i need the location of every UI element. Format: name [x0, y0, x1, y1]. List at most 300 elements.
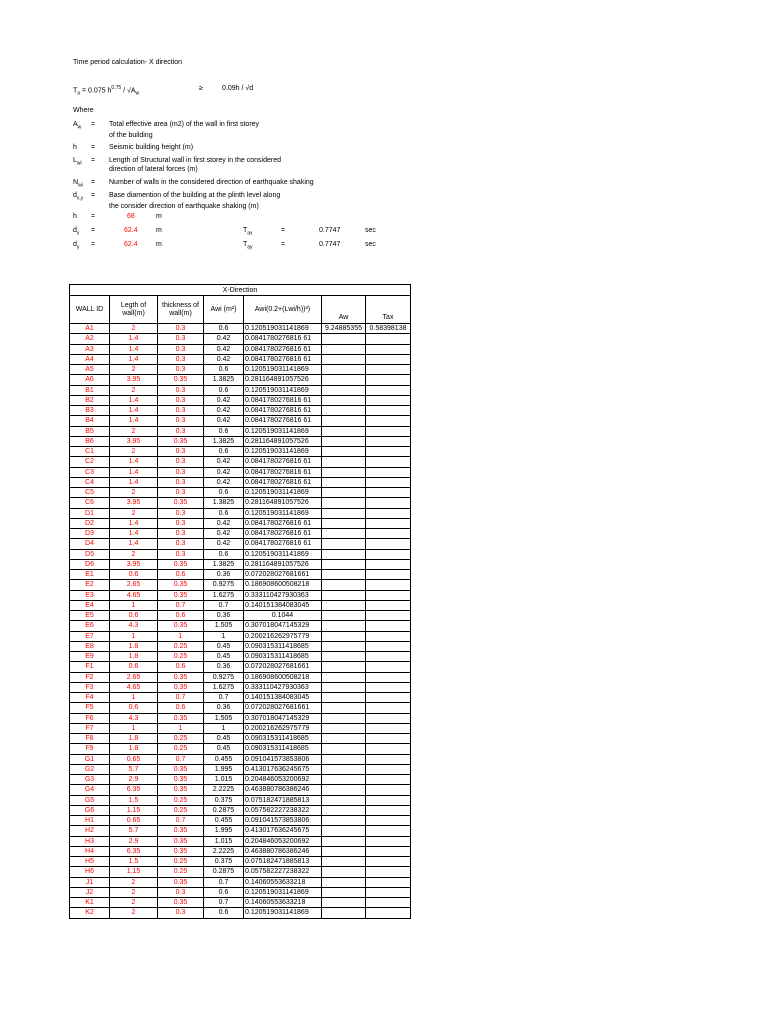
- cell-tax: [366, 908, 411, 918]
- cell-awi: 0.36: [204, 662, 244, 672]
- def-equals: =: [91, 179, 96, 186]
- def-symbol: $A_w$: [73, 121, 82, 131]
- cell-tax: [366, 652, 411, 662]
- cell-awi: 0.42: [204, 457, 244, 467]
- tax-symbol: $T_{ax}$: [243, 227, 253, 237]
- cell-awi2: 0.0841780276816 61: [244, 395, 322, 405]
- cell-thickness: 0.3: [158, 324, 204, 334]
- cell-aw: [322, 395, 366, 405]
- table-row: [70, 898, 411, 908]
- cell-awi: 0.6: [204, 508, 244, 518]
- cell-awi2: 0.463880786386246: [244, 846, 322, 856]
- value-symbol: $d_y$: [73, 241, 80, 251]
- table-row: [70, 816, 411, 826]
- cell-awi: 1: [204, 631, 244, 641]
- cell-awi: 0.2875: [204, 867, 244, 877]
- def-symbol: $N_{wi}$: [73, 179, 83, 189]
- cell-awi2: 0.120519031141869: [244, 508, 322, 518]
- table-row: [70, 754, 411, 764]
- cell-awi: 0.7: [204, 898, 244, 908]
- cell-awi2: 0.413017636245675: [244, 826, 322, 836]
- cell-awi2: 0.072028027681661: [244, 570, 322, 580]
- cell-length: 1: [110, 723, 158, 733]
- cell-aw: [322, 447, 366, 457]
- cell-awi: 0.42: [204, 539, 244, 549]
- cell-aw: [322, 365, 366, 375]
- tay-value: 0.7747: [319, 241, 341, 248]
- cell-aw: [322, 508, 366, 518]
- table-row: [70, 354, 411, 364]
- table-row: [70, 580, 411, 590]
- header-length: Legth of wall(m): [110, 296, 158, 324]
- cell-aw: [322, 344, 366, 354]
- cell-aw: [322, 723, 366, 733]
- cell-awi: 0.42: [204, 467, 244, 477]
- cell-wall-id: F3: [70, 682, 110, 692]
- cell-aw: [322, 621, 366, 631]
- cell-wall-id: E6: [70, 621, 110, 631]
- cell-awi: 1.3825: [204, 498, 244, 508]
- cell-awi: 0.6: [204, 365, 244, 375]
- cell-awi: 0.42: [204, 529, 244, 539]
- cell-length: 3.95: [110, 436, 158, 446]
- cell-thickness: 0.35: [158, 846, 204, 856]
- cell-wall-id: H5: [70, 857, 110, 867]
- table-row: [70, 775, 411, 785]
- cell-awi: 0.45: [204, 734, 244, 744]
- table-row: [70, 703, 411, 713]
- def-symbol: $L_{wi}$: [73, 157, 82, 167]
- cell-aw: [322, 785, 366, 795]
- value-number: 62.4: [124, 241, 138, 248]
- cell-aw: [322, 334, 366, 344]
- cell-awi: 0.42: [204, 344, 244, 354]
- cell-aw: [322, 775, 366, 785]
- tax-value: 0.7747: [319, 227, 341, 234]
- table-row: [70, 385, 411, 395]
- cell-aw: [322, 580, 366, 590]
- cell-aw: 9.24885355: [322, 324, 366, 334]
- cell-tax: [366, 764, 411, 774]
- cell-wall-id: G4: [70, 785, 110, 795]
- cell-tax: [366, 426, 411, 436]
- cell-awi2: 0.0841780276816 61: [244, 457, 322, 467]
- cell-thickness: 0.3: [158, 354, 204, 364]
- cell-wall-id: A5: [70, 365, 110, 375]
- cell-awi2: 0.200216262975779: [244, 723, 322, 733]
- table-row: [70, 713, 411, 723]
- table-row: [70, 877, 411, 887]
- cell-tax: [366, 898, 411, 908]
- cell-wall-id: H4: [70, 846, 110, 856]
- cell-thickness: 0.35: [158, 682, 204, 692]
- cell-length: 1.4: [110, 457, 158, 467]
- cell-wall-id: G1: [70, 754, 110, 764]
- cell-tax: [366, 600, 411, 610]
- cell-length: 2.65: [110, 580, 158, 590]
- cell-awi2: 0.057582227238322: [244, 805, 322, 815]
- cell-wall-id: G6: [70, 805, 110, 815]
- cell-awi2: 0.120519031141869: [244, 324, 322, 334]
- cell-tax: [366, 805, 411, 815]
- cell-tax: [366, 457, 411, 467]
- cell-thickness: 0.3: [158, 395, 204, 405]
- cell-awi2: 0.281164891057526: [244, 375, 322, 385]
- cell-awi: 0.7: [204, 877, 244, 887]
- cell-tax: [366, 723, 411, 733]
- tax-unit: sec: [365, 227, 376, 234]
- cell-awi2: 0.413017636245675: [244, 764, 322, 774]
- cell-awi2: 0.120519031141869: [244, 488, 322, 498]
- cell-awi2: 0.307018047145329: [244, 621, 322, 631]
- header-tax: Tax: [366, 296, 411, 324]
- cell-length: 1.4: [110, 344, 158, 354]
- value-number: 62.4: [124, 227, 138, 234]
- cell-wall-id: A3: [70, 344, 110, 354]
- cell-awi: 0.455: [204, 754, 244, 764]
- cell-thickness: 0.25: [158, 734, 204, 744]
- cell-awi2: 0.072028027681661: [244, 703, 322, 713]
- cell-length: 1.4: [110, 416, 158, 426]
- cell-aw: [322, 488, 366, 498]
- cell-awi2: 0.0841780276816 61: [244, 416, 322, 426]
- cell-wall-id: F2: [70, 672, 110, 682]
- cell-tax: [366, 395, 411, 405]
- table-row: [70, 693, 411, 703]
- cell-length: 2.9: [110, 775, 158, 785]
- cell-tax: [366, 477, 411, 487]
- table-row: [70, 467, 411, 477]
- tay-equals: =: [281, 241, 286, 248]
- cell-tax: [366, 867, 411, 877]
- cell-aw: [322, 672, 366, 682]
- cell-awi: 0.7: [204, 600, 244, 610]
- cell-wall-id: J1: [70, 877, 110, 887]
- cell-thickness: 0.7: [158, 754, 204, 764]
- header-thickness: thickness of wall(m): [158, 296, 204, 324]
- cell-awi2: 0.140151384083045: [244, 693, 322, 703]
- formula-exponent: 0.75: [111, 85, 122, 91]
- table-row: [70, 498, 411, 508]
- cell-awi: 0.42: [204, 354, 244, 364]
- cell-aw: [322, 887, 366, 897]
- cell-aw: [322, 805, 366, 815]
- header-awi2: Awi(0.2+(Lwi/h))²): [244, 296, 322, 324]
- cell-thickness: 0.25: [158, 857, 204, 867]
- cell-length: 1: [110, 600, 158, 610]
- page-heading: Time period calculation- X direction: [73, 59, 183, 66]
- cell-awi: 0.7: [204, 693, 244, 703]
- cell-wall-id: F6: [70, 713, 110, 723]
- cell-awi: 2.2225: [204, 785, 244, 795]
- cell-awi: 0.36: [204, 703, 244, 713]
- cell-tax: [366, 406, 411, 416]
- cell-aw: [322, 406, 366, 416]
- cell-wall-id: G5: [70, 795, 110, 805]
- cell-awi: 0.6: [204, 324, 244, 334]
- cell-length: 1.8: [110, 744, 158, 754]
- where-label: Where: [73, 107, 94, 114]
- cell-wall-id: D2: [70, 518, 110, 528]
- cell-wall-id: B4: [70, 416, 110, 426]
- cell-thickness: 0.35: [158, 498, 204, 508]
- def-symbol: $d_{x,y}$: [73, 192, 84, 202]
- cell-wall-id: C5: [70, 488, 110, 498]
- cell-awi: 0.42: [204, 416, 244, 426]
- cell-awi: 0.6: [204, 385, 244, 395]
- cell-thickness: 0.35: [158, 621, 204, 631]
- cell-wall-id: E5: [70, 611, 110, 621]
- cell-aw: [322, 816, 366, 826]
- cell-length: 1.4: [110, 539, 158, 549]
- cell-awi: 0.6: [204, 447, 244, 457]
- table-row: [70, 324, 411, 334]
- table-row: [70, 672, 411, 682]
- cell-thickness: 0.35: [158, 785, 204, 795]
- cell-tax: [366, 857, 411, 867]
- cell-awi: 1.015: [204, 775, 244, 785]
- cell-wall-id: E8: [70, 641, 110, 651]
- table-row: [70, 436, 411, 446]
- cell-thickness: 0.35: [158, 672, 204, 682]
- cell-awi: 0.36: [204, 570, 244, 580]
- cell-tax: [366, 836, 411, 846]
- cell-awi: 0.45: [204, 652, 244, 662]
- formula-lhs-sub: a: [77, 90, 81, 97]
- cell-wall-id: H6: [70, 867, 110, 877]
- cell-wall-id: D5: [70, 549, 110, 559]
- cell-awi2: 0.333110427930363: [244, 682, 322, 692]
- cell-length: 0.65: [110, 754, 158, 764]
- table-row: [70, 365, 411, 375]
- cell-length: 1.4: [110, 518, 158, 528]
- cell-wall-id: D3: [70, 529, 110, 539]
- cell-thickness: 0.6: [158, 703, 204, 713]
- value-symbol: $d_x$: [73, 227, 80, 237]
- cell-awi2: 0.463880786386246: [244, 785, 322, 795]
- cell-tax: [366, 846, 411, 856]
- table-row: [70, 447, 411, 457]
- cell-tax: [366, 734, 411, 744]
- cell-aw: [322, 518, 366, 528]
- cell-awi: 0.6: [204, 549, 244, 559]
- cell-aw: [322, 898, 366, 908]
- cell-length: 6.35: [110, 846, 158, 856]
- cell-thickness: 0.35: [158, 775, 204, 785]
- table-row: [70, 641, 411, 651]
- cell-aw: [322, 467, 366, 477]
- tay-symbol: $T_{ay}$: [243, 241, 253, 251]
- def-equals: =: [91, 157, 96, 164]
- formula-lhs: T: [73, 87, 78, 95]
- cell-awi2: 0.091041573853806: [244, 754, 322, 764]
- cell-awi2: 0.0841780276816 61: [244, 354, 322, 364]
- cell-tax: [366, 877, 411, 887]
- cell-awi2: 0.333110427930363: [244, 590, 322, 600]
- cell-awi2: 0.14060553633218: [244, 898, 322, 908]
- cell-length: 2: [110, 488, 158, 498]
- cell-wall-id: B1: [70, 385, 110, 395]
- cell-wall-id: H3: [70, 836, 110, 846]
- def-equals: =: [91, 144, 96, 151]
- cell-thickness: 0.3: [158, 887, 204, 897]
- cell-tax: [366, 529, 411, 539]
- cell-awi: 0.375: [204, 857, 244, 867]
- table-row: [70, 375, 411, 385]
- cell-awi2: 0.0841780276816 61: [244, 344, 322, 354]
- cell-thickness: 0.35: [158, 713, 204, 723]
- table-row: [70, 857, 411, 867]
- cell-tax: [366, 508, 411, 518]
- cell-aw: [322, 682, 366, 692]
- cell-thickness: 0.3: [158, 447, 204, 457]
- cell-tax: [366, 682, 411, 692]
- cell-aw: [322, 734, 366, 744]
- cell-awi: 1.3825: [204, 375, 244, 385]
- cell-thickness: 0.35: [158, 436, 204, 446]
- cell-thickness: 0.3: [158, 477, 204, 487]
- cell-length: 2: [110, 365, 158, 375]
- cell-thickness: 0.25: [158, 641, 204, 651]
- cell-thickness: 0.3: [158, 508, 204, 518]
- cell-thickness: 0.7: [158, 693, 204, 703]
- cell-awi: 1.995: [204, 764, 244, 774]
- cell-thickness: 1: [158, 631, 204, 641]
- cell-wall-id: E1: [70, 570, 110, 580]
- cell-awi2: 0.090315311418685: [244, 641, 322, 651]
- cell-thickness: 0.3: [158, 385, 204, 395]
- cell-awi2: 0.120519031141869: [244, 887, 322, 897]
- table-row: [70, 529, 411, 539]
- cell-awi: 0.42: [204, 395, 244, 405]
- cell-awi: 0.42: [204, 518, 244, 528]
- cell-awi2: 0.0841780276816 61: [244, 529, 322, 539]
- cell-aw: [322, 764, 366, 774]
- cell-tax: [366, 467, 411, 477]
- cell-wall-id: F5: [70, 703, 110, 713]
- cell-wall-id: D6: [70, 559, 110, 569]
- table-row: [70, 744, 411, 754]
- cell-aw: [322, 559, 366, 569]
- cell-aw: [322, 846, 366, 856]
- x-direction-table: [69, 284, 411, 919]
- cell-tax: [366, 703, 411, 713]
- cell-aw: [322, 416, 366, 426]
- cell-awi: 0.6: [204, 488, 244, 498]
- formula-rhs: 0.09h / √d: [222, 85, 254, 92]
- cell-tax: [366, 887, 411, 897]
- cell-aw: [322, 713, 366, 723]
- tax-equals: =: [281, 227, 286, 234]
- cell-thickness: 0.25: [158, 795, 204, 805]
- cell-tax: [366, 518, 411, 528]
- cell-tax: [366, 795, 411, 805]
- cell-awi: 0.6: [204, 908, 244, 918]
- cell-thickness: 0.25: [158, 652, 204, 662]
- cell-wall-id: H1: [70, 816, 110, 826]
- table-row: [70, 734, 411, 744]
- cell-awi2: 0.281164891057526: [244, 498, 322, 508]
- cell-length: 2: [110, 908, 158, 918]
- cell-awi: 1.3825: [204, 436, 244, 446]
- cell-thickness: 0.6: [158, 570, 204, 580]
- value-equals: =: [91, 213, 96, 220]
- cell-thickness: 0.25: [158, 867, 204, 877]
- cell-thickness: 0.35: [158, 590, 204, 600]
- cell-tax: [366, 775, 411, 785]
- cell-awi: 0.42: [204, 477, 244, 487]
- cell-aw: [322, 693, 366, 703]
- value-equals: =: [91, 227, 96, 234]
- cell-length: 2: [110, 877, 158, 887]
- cell-thickness: 0.35: [158, 826, 204, 836]
- cell-thickness: 0.35: [158, 877, 204, 887]
- cell-aw: [322, 354, 366, 364]
- cell-aw: [322, 549, 366, 559]
- cell-length: 3.95: [110, 375, 158, 385]
- cell-awi2: 0.0841780276816 61: [244, 334, 322, 344]
- value-number: 68: [127, 213, 135, 220]
- cell-wall-id: K1: [70, 898, 110, 908]
- cell-awi: 1.6275: [204, 590, 244, 600]
- cell-length: 0.6: [110, 611, 158, 621]
- cell-tax: [366, 631, 411, 641]
- cell-thickness: 0.3: [158, 457, 204, 467]
- cell-awi2: 0.090315311418685: [244, 734, 322, 744]
- formula-div-sub: w: [135, 90, 140, 97]
- cell-length: 0.6: [110, 662, 158, 672]
- def-description-cont: of the building: [109, 132, 153, 139]
- def-description: Total effective area (m2) of the wall in first storey: [109, 121, 260, 128]
- cell-awi: 0.6: [204, 887, 244, 897]
- table-row: [70, 846, 411, 856]
- cell-awi: 1.3825: [204, 559, 244, 569]
- cell-awi: 1.6275: [204, 682, 244, 692]
- table-row: [70, 887, 411, 897]
- cell-wall-id: J2: [70, 887, 110, 897]
- cell-wall-id: G3: [70, 775, 110, 785]
- cell-wall-id: F7: [70, 723, 110, 733]
- table-row: [70, 549, 411, 559]
- cell-awi2: 0.091041573853806: [244, 816, 322, 826]
- cell-length: 3.95: [110, 559, 158, 569]
- cell-awi2: 0.204846053200692: [244, 836, 322, 846]
- cell-thickness: 0.6: [158, 662, 204, 672]
- def-description: Base diamention of the building at the plinth level along: [109, 192, 281, 199]
- cell-thickness: 0.3: [158, 539, 204, 549]
- cell-length: 2: [110, 898, 158, 908]
- def-description: Length of Structural wall in first storey in the considered: [109, 157, 281, 164]
- cell-awi2: 0.120519031141869: [244, 908, 322, 918]
- cell-awi: 0.42: [204, 406, 244, 416]
- cell-aw: [322, 385, 366, 395]
- cell-awi2: 0.0841780276816 61: [244, 406, 322, 416]
- cell-tax: [366, 436, 411, 446]
- cell-thickness: 0.3: [158, 344, 204, 354]
- cell-aw: [322, 600, 366, 610]
- cell-aw: [322, 631, 366, 641]
- cell-wall-id: A6: [70, 375, 110, 385]
- cell-awi2: 0.200216262975779: [244, 631, 322, 641]
- cell-aw: [322, 857, 366, 867]
- cell-length: 1: [110, 631, 158, 641]
- cell-length: 1.4: [110, 477, 158, 487]
- cell-awi2: 0.281164891057526: [244, 436, 322, 446]
- cell-thickness: 0.7: [158, 600, 204, 610]
- cell-thickness: 0.35: [158, 559, 204, 569]
- table-title: X-Direction: [70, 285, 411, 296]
- cell-length: 2: [110, 887, 158, 897]
